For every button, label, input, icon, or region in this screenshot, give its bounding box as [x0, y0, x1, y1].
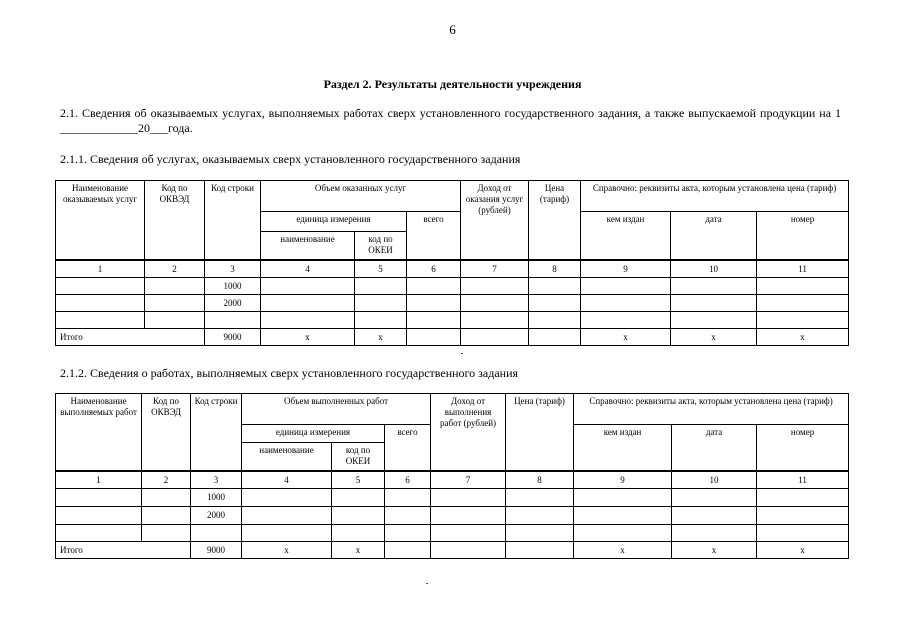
total-cell-4: x — [261, 329, 355, 346]
cell[interactable] — [581, 295, 671, 312]
cell[interactable] — [506, 507, 574, 525]
total-row — [56, 542, 849, 559]
cell[interactable] — [261, 295, 355, 312]
table-row — [56, 525, 849, 542]
cell[interactable] — [671, 278, 757, 295]
cell[interactable] — [385, 489, 431, 507]
col-number: 6 — [407, 260, 461, 278]
col-header-total: всего — [385, 425, 431, 471]
cell[interactable] — [529, 312, 581, 329]
cell-okved[interactable] — [145, 295, 205, 312]
cell[interactable] — [757, 312, 849, 329]
cell[interactable] — [242, 507, 332, 525]
cell[interactable] — [407, 295, 461, 312]
col-header-issued-by: кем издан — [581, 212, 671, 260]
col-header-unit: единица измерения — [242, 425, 385, 443]
cell[interactable] — [242, 489, 332, 507]
col-header-volume: Объем выполненных работ — [242, 394, 431, 425]
col-number: 8 — [529, 260, 581, 278]
cell[interactable] — [407, 278, 461, 295]
section-title: Раздел 2. Результаты деятельности учреждения — [323, 77, 582, 91]
cell[interactable] — [242, 525, 332, 542]
total-cell-10: x — [671, 329, 757, 346]
cell-okved[interactable] — [142, 507, 191, 525]
col-number: 9 — [581, 260, 671, 278]
cell[interactable] — [355, 278, 407, 295]
cell-row-code: 1000 — [205, 278, 261, 295]
cell[interactable] — [431, 525, 506, 542]
total-cell-8[interactable] — [529, 329, 581, 346]
table-row — [56, 278, 849, 295]
cell-name[interactable] — [56, 489, 142, 507]
col-number: 2 — [142, 471, 191, 489]
total-cell-10: x — [672, 542, 757, 559]
cell-row-code — [205, 312, 261, 329]
cell[interactable] — [529, 278, 581, 295]
col-header-name: Наименование оказываемых услуг — [56, 181, 145, 260]
total-cell-5: x — [355, 329, 407, 346]
col-header-price: Цена (тариф) — [529, 181, 581, 260]
total-cell-7[interactable] — [461, 329, 529, 346]
total-cell-9: x — [581, 329, 671, 346]
services-heading: 2.1.1. Сведения об услугах, оказываемых сверх установленного государственного задания — [60, 152, 521, 166]
cell[interactable] — [757, 525, 849, 542]
col-number: 1 — [56, 260, 145, 278]
col-header-issued-by: кем издан — [574, 425, 672, 471]
cell[interactable] — [529, 295, 581, 312]
intro-paragraph: 2.1. Сведения об оказываемых услугах, выполняемых работах сверх установленного государственного задания, а также выпускаемой продукции на 1 _____________20___года. — [60, 106, 841, 135]
cell[interactable] — [581, 278, 671, 295]
col-header-name: Наименование выполняемых работ — [56, 394, 142, 471]
total-row-code: 9000 — [205, 329, 261, 346]
table-row — [56, 295, 849, 312]
cell[interactable] — [385, 507, 431, 525]
column-numbers-row — [56, 260, 849, 278]
col-header-okei: код по ОКЕИ — [332, 443, 385, 471]
total-cell-6[interactable] — [385, 542, 431, 559]
total-cell-7[interactable] — [431, 542, 506, 559]
cell[interactable] — [332, 507, 385, 525]
cell[interactable] — [385, 525, 431, 542]
cell[interactable] — [574, 489, 672, 507]
table-row — [56, 312, 849, 329]
cell[interactable] — [757, 507, 849, 525]
col-number: 7 — [461, 260, 529, 278]
cell[interactable] — [581, 312, 671, 329]
cell[interactable] — [332, 525, 385, 542]
col-number: 7 — [431, 471, 506, 489]
total-row-code: 9000 — [191, 542, 242, 559]
cell[interactable] — [574, 507, 672, 525]
col-header-date: дата — [671, 212, 757, 260]
cell-name[interactable] — [56, 312, 145, 329]
col-header-date: дата — [672, 425, 757, 471]
cell[interactable] — [407, 312, 461, 329]
cell[interactable] — [757, 295, 849, 312]
total-row — [56, 329, 849, 346]
cell[interactable] — [757, 278, 849, 295]
cell[interactable] — [461, 295, 529, 312]
cell[interactable] — [672, 489, 757, 507]
col-header-ref: Справочно: реквизиты акта, которым установлена цена (тариф) — [574, 394, 849, 425]
total-label: Итого — [56, 329, 205, 346]
col-number: 11 — [757, 260, 849, 278]
cell-name[interactable] — [56, 295, 145, 312]
cell-okved[interactable] — [142, 489, 191, 507]
cell-name[interactable] — [56, 507, 142, 525]
col-header-number: номер — [757, 425, 849, 471]
services-table — [55, 180, 849, 346]
total-cell-11: x — [757, 329, 849, 346]
total-cell-6[interactable] — [407, 329, 461, 346]
col-number: 3 — [205, 260, 261, 278]
col-number: 10 — [671, 260, 757, 278]
cell[interactable] — [355, 295, 407, 312]
col-number: 5 — [332, 471, 385, 489]
cell[interactable] — [574, 525, 672, 542]
scan-speck — [461, 353, 463, 354]
cell-okved[interactable] — [142, 525, 191, 542]
cell-row-code: 2000 — [191, 507, 242, 525]
cell[interactable] — [431, 507, 506, 525]
cell[interactable] — [261, 312, 355, 329]
cell-okved[interactable] — [145, 312, 205, 329]
col-header-ref: Справочно: реквизиты акта, которым установлена цена (тариф) — [581, 181, 849, 212]
col-number: 2 — [145, 260, 205, 278]
cell[interactable] — [461, 278, 529, 295]
col-number: 10 — [672, 471, 757, 489]
table-row — [56, 507, 849, 525]
cell-name[interactable] — [56, 278, 145, 295]
col-number: 4 — [242, 471, 332, 489]
total-cell-5: x — [332, 542, 385, 559]
col-number: 8 — [506, 471, 574, 489]
col-header-unit: единица измерения — [261, 212, 407, 232]
col-header-income: Доход от выполнения работ (рублей) — [431, 394, 506, 471]
cell[interactable] — [672, 525, 757, 542]
cell-row-code: 1000 — [191, 489, 242, 507]
cell-name[interactable] — [56, 525, 142, 542]
cell-row-code — [191, 525, 242, 542]
col-header-okei: код по ОКЕИ — [355, 232, 407, 260]
column-numbers-row — [56, 471, 849, 489]
page-number: 6 — [449, 22, 456, 37]
scan-speck — [426, 583, 428, 584]
col-number: 9 — [574, 471, 672, 489]
works-heading: 2.1.2. Сведения о работах, выполняемых сверх установленного государственного задания — [60, 366, 519, 380]
col-header-number: номер — [757, 212, 849, 260]
cell[interactable] — [757, 489, 849, 507]
cell[interactable] — [672, 507, 757, 525]
col-header-unit-name: наименование — [261, 232, 355, 260]
col-number: 3 — [191, 471, 242, 489]
col-number: 6 — [385, 471, 431, 489]
col-header-row-code: Код строки — [191, 394, 242, 471]
cell[interactable] — [506, 525, 574, 542]
total-label: Итого — [56, 542, 191, 559]
cell[interactable] — [431, 489, 506, 507]
cell[interactable] — [461, 312, 529, 329]
col-header-price: Цена (тариф) — [506, 394, 574, 471]
col-header-total: всего — [407, 212, 461, 260]
col-number: 1 — [56, 471, 142, 489]
total-cell-11: x — [757, 542, 849, 559]
cell[interactable] — [355, 312, 407, 329]
cell-okved[interactable] — [145, 278, 205, 295]
cell[interactable] — [671, 312, 757, 329]
total-cell-4: x — [242, 542, 332, 559]
col-header-unit-name: наименование — [242, 443, 332, 471]
col-header-income: Доход от оказания услуг (рублей) — [461, 181, 529, 260]
col-header-volume: Объем оказанных услуг — [261, 181, 461, 212]
total-cell-9: x — [574, 542, 672, 559]
col-number: 5 — [355, 260, 407, 278]
col-number: 4 — [261, 260, 355, 278]
cell[interactable] — [506, 489, 574, 507]
col-header-okved: Код по ОКВЭД — [142, 394, 191, 471]
col-header-okved: Код по ОКВЭД — [145, 181, 205, 260]
cell[interactable] — [261, 278, 355, 295]
cell[interactable] — [671, 295, 757, 312]
works-table — [55, 393, 849, 559]
cell[interactable] — [332, 489, 385, 507]
table-row — [56, 489, 849, 507]
col-header-row-code: Код строки — [205, 181, 261, 260]
total-cell-8[interactable] — [506, 542, 574, 559]
cell-row-code: 2000 — [205, 295, 261, 312]
col-number: 11 — [757, 471, 849, 489]
